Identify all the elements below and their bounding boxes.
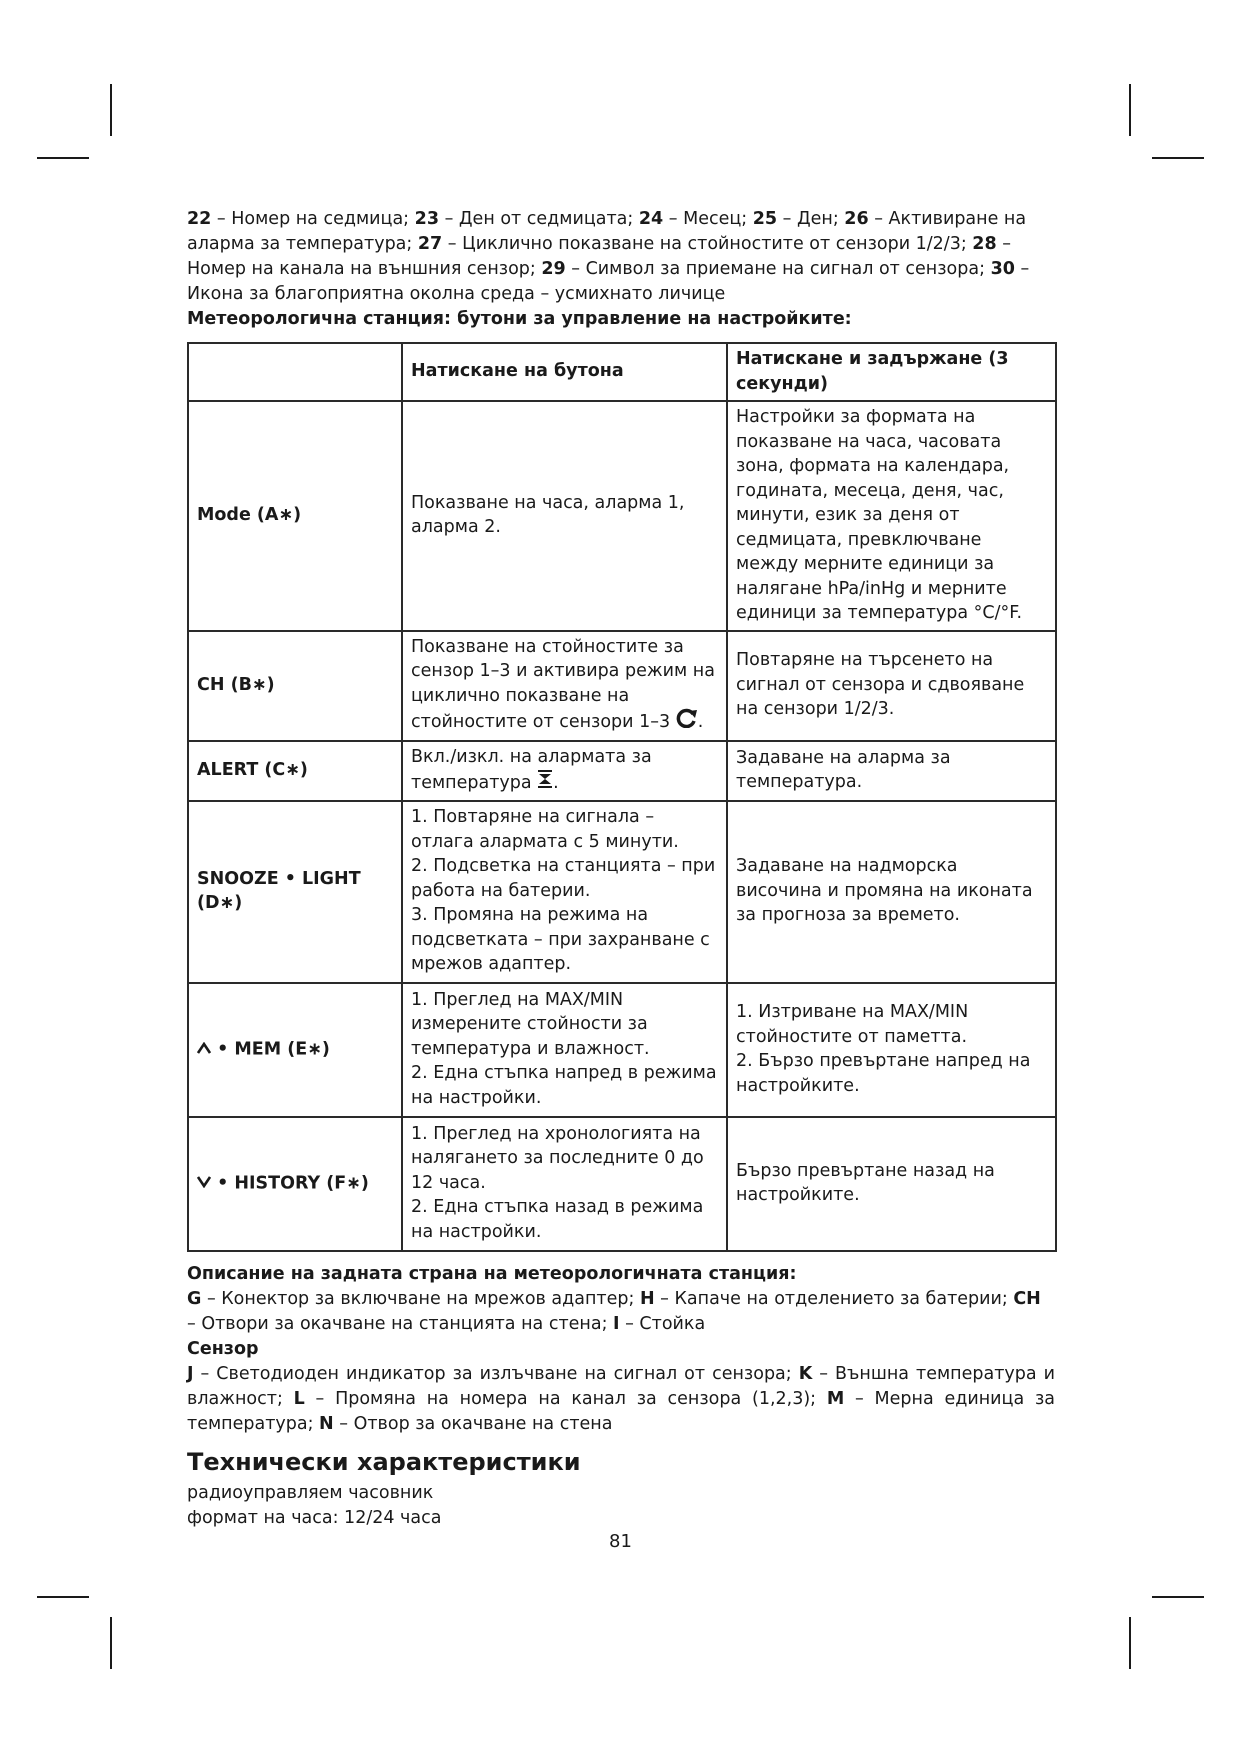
press-action [402, 1117, 727, 1251]
hold-action [727, 983, 1056, 1117]
crop-mark-bottom-left-vertical [110, 1617, 112, 1669]
legend-text: – Мерна единица за температура; [187, 1388, 1055, 1434]
sensor-heading: Сензор [187, 1338, 259, 1359]
button-name: SNOOZE • LIGHT (D∗) [188, 801, 402, 983]
crop-mark-bottom-right-vertical [1129, 1617, 1131, 1669]
table-header-empty [188, 343, 402, 401]
hold-action [727, 741, 1056, 801]
hold-action [727, 401, 1056, 631]
spec-line: формат на часа: 12/24 часа [187, 1507, 442, 1528]
page-content [187, 207, 1055, 1531]
table-row [188, 1117, 1056, 1251]
crop-mark-top-left-horizontal [37, 157, 89, 159]
controls-table [187, 342, 1057, 1252]
legend-text: – Ден; [777, 209, 845, 229]
table-row [188, 983, 1056, 1117]
spec-line: радиоуправляем часовник [187, 1482, 434, 1503]
table-row [188, 741, 1056, 801]
cycle-arrow-icon [676, 708, 698, 736]
legend-key: L [293, 1388, 305, 1409]
legend-key: J [187, 1363, 194, 1384]
hold-line: Задаване на аларма за температура. [736, 747, 951, 792]
legend-text: – Стойка [619, 1313, 706, 1334]
crop-mark-top-right-vertical [1129, 84, 1131, 136]
legend-text: – Капаче на отделението за батерии; [654, 1288, 1014, 1309]
button-label: • HISTORY (F∗) [217, 1172, 369, 1193]
table-row [188, 631, 1056, 741]
button-name [188, 1117, 402, 1251]
legend-text: – Икона за благоприятна околна среда – усмихнато личице [187, 259, 1030, 304]
legend-number: 28 [972, 234, 997, 254]
legend-number: 30 [990, 259, 1015, 279]
press-action [402, 801, 727, 983]
button-label: • MEM (E∗) [217, 1038, 330, 1059]
press-line: 2. Една стъпка назад в режима на настройки. [411, 1197, 704, 1242]
crop-mark-top-left-vertical [110, 84, 112, 136]
button-name: ALERT (C∗) [188, 741, 402, 801]
legend-key: M [826, 1388, 845, 1409]
table-header-hold: Натискане и задържане (3 секунди) [727, 343, 1056, 401]
press-line: 1. Повтаряне на сигнала – отлага алармата с 5 минути. [411, 807, 679, 852]
legend-text: – Символ за приемане на сигнал от сензора; [565, 259, 991, 279]
hold-line: Повтаряне на търсенето на сигнал от сензора и сдвояване на сензори 1/2/3. [736, 650, 1025, 720]
back-legend [187, 1287, 1055, 1337]
page-number: 81 [609, 1531, 632, 1552]
legend-text: – Номер на седмица; [211, 209, 415, 229]
press-line: 1. Преглед на хронологията на налягането за последните 0 до 12 часа. [411, 1123, 704, 1193]
table-header-press: Натискане на бутона [402, 343, 727, 401]
back-heading: Описание на задната страна на метеорологичната станция: [187, 1263, 797, 1284]
hold-line: Задаване на надморска височина и промяна на иконата за прогноза за времето. [736, 856, 1033, 926]
legend-number: 24 [638, 209, 664, 229]
legend-key: H [639, 1288, 655, 1309]
down-arrow-icon [197, 1171, 211, 1196]
legend-number: 27 [417, 234, 443, 254]
button-name: CH (B∗) [188, 631, 402, 741]
press-line: 2. Подсветка на станцията – при работа на батерии. [411, 856, 716, 901]
sensor-legend [187, 1362, 1055, 1437]
button-name: Mode (A∗) [188, 401, 402, 631]
crop-mark-bottom-right-horizontal [1152, 1596, 1204, 1598]
hold-action [727, 1117, 1056, 1251]
press-line: Показване на стойностите за сензор 1–3 и активира режим на циклично показване на стойностите от сензори 1–3 [411, 636, 715, 732]
hold-line: 1. Изтриване на MAX/MIN стойностите от паметта. [736, 1002, 969, 1047]
legend-text: – Циклично показване на стойностите от сензори 1/2/3; [442, 234, 973, 254]
legend-number: 22 [187, 209, 212, 229]
press-line: 2. Една стъпка напред в режима на настройки. [411, 1063, 717, 1108]
legend-number: 23 [414, 209, 439, 229]
up-arrow-icon [197, 1037, 211, 1062]
legend-text: – Ден от седмицата; [439, 209, 639, 229]
press-line: Показване на часа, аларма 1, аларма 2. [411, 492, 685, 538]
press-line: 3. Промяна на режима на подсветката – при захранване с мрежов адаптер. [411, 905, 710, 975]
controls-heading: Метеорологична станция: бутони за управление на настройките: [187, 309, 852, 329]
legend-text: – Месец; [663, 209, 753, 229]
press-action: Показване на стойностите за сензор 1–3 и активира режим на циклично показване на стойностите от сензори 1–3 . [402, 631, 727, 741]
crop-mark-bottom-left-horizontal [37, 1596, 89, 1598]
legend-text: – Външна температура и влажност; [187, 1363, 1055, 1409]
press-action: Вкл./изкл. на алармата за температура . [402, 741, 727, 801]
legend-text: – Конектор за включване на мрежов адаптер; [201, 1288, 640, 1309]
press-line: 1. Преглед на MAX/MIN измерените стойности за температура и влажност. [411, 989, 650, 1059]
legend-number: 29 [541, 259, 566, 279]
legend-number: 25 [752, 209, 778, 229]
legend-key: K [798, 1363, 813, 1384]
legend-text: – Активиране на аларма за температура; [187, 209, 1027, 254]
hold-line: Настройки за формата на показване на часа, часовата зона, формата на календара, годината, месеца, деня, час, минути, език за деня от седмицата, превключване между мерните единици за налягане hPa/inHg и мерните единици за температура °C/°F. [736, 407, 1023, 623]
hold-line: 2. Бързо превъртане напред на настройките. [736, 1051, 1031, 1096]
legend-text: – Промяна на номера на канал за сензора (1,2,3); [304, 1388, 827, 1409]
press-line: Вкл./изкл. на алармата за температура [411, 747, 652, 793]
legend-number: 26 [844, 209, 869, 229]
hold-line: Бързо превъртане назад на настройките. [736, 1160, 995, 1205]
spec-title: Технически характеристики [187, 1447, 581, 1476]
crop-mark-top-right-horizontal [1152, 157, 1204, 159]
temperature-alarm-icon [537, 770, 553, 796]
table-header-row [188, 343, 1056, 401]
legend-text: – Отвор за окачване на стена [333, 1413, 613, 1434]
legend-key: G [187, 1288, 202, 1309]
legend-text: – Отвори за окачване на станцията на стена; [187, 1313, 614, 1334]
hold-action [727, 631, 1056, 741]
table-row [188, 801, 1056, 983]
intro-legend [187, 207, 1055, 307]
legend-key: CH [1013, 1288, 1041, 1309]
table-row [188, 401, 1056, 631]
legend-text: – Номер на канала на външния сензор; [187, 234, 1011, 279]
hold-action [727, 801, 1056, 983]
press-action [402, 983, 727, 1117]
legend-key: N [319, 1413, 334, 1434]
button-name [188, 983, 402, 1117]
legend-key: I [613, 1313, 620, 1334]
legend-text: – Светодиоден индикатор за излъчване на сигнал от сензора; [193, 1363, 799, 1384]
press-action [402, 401, 727, 631]
